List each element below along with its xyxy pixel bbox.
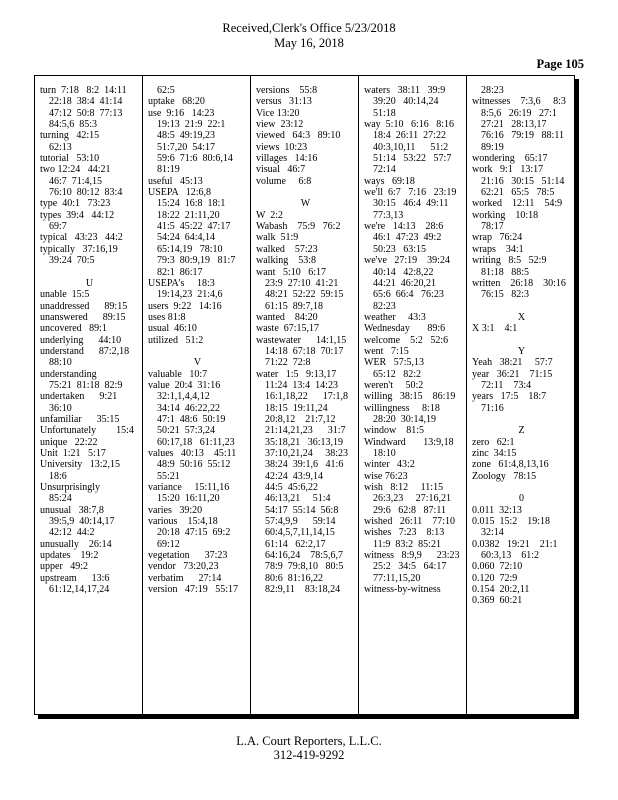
index-entry: Unfortunately 15:4: [40, 425, 134, 437]
blank-line: [472, 301, 571, 312]
index-entry: types 39:4 44:12: [40, 209, 115, 221]
index-continuation: 72:14: [373, 164, 396, 176]
index-entry: value 20:4 31:16: [148, 379, 221, 391]
index-continuation: 88:10: [49, 357, 72, 369]
index-continuation: 78:17: [481, 221, 504, 233]
index-continuation: 89:19: [481, 141, 504, 153]
index-continuation: 69:12: [157, 538, 180, 550]
index-continuation: 32:14: [481, 527, 504, 539]
hearing-date: May 16, 2018: [274, 36, 344, 50]
index-continuation: 32:1,1,4,4,12: [157, 391, 210, 403]
index-entry: visual 46:7: [256, 164, 306, 176]
index-entry: type 40:1 73:23: [40, 198, 111, 210]
index-continuation: 79:3 80:9,19 81:7: [157, 255, 236, 267]
index-entry: unusual 38:7,8: [40, 504, 104, 516]
index-entry: willingness 8:18: [364, 402, 440, 414]
index-continuation: 76:10 80:12 83:4: [49, 187, 123, 199]
index-entry: upstream 13:6: [40, 572, 110, 584]
index-entry: we've 27:19 39:24: [364, 255, 450, 267]
index-entry: views 10:23: [256, 141, 308, 153]
index-continuation: 84:5,6 85:3: [49, 119, 98, 131]
blank-line: [472, 414, 571, 425]
index-entry: Vice 13:20: [256, 107, 300, 119]
index-column-5: [472, 85, 571, 607]
index-continuation: 38:24 39:1,6 41:6: [265, 459, 344, 471]
index-continuation: 75:21 81:18 82:9: [49, 379, 123, 391]
section-letter: 0: [519, 493, 524, 505]
index-continuation: 82:1 86:17: [157, 266, 203, 278]
index-entry: updates 19:2: [40, 550, 99, 562]
index-continuation: 65:6 66:4 76:23: [373, 289, 444, 301]
index-entry: varies 39:20: [148, 504, 203, 516]
index-entry: zinc 34:15: [472, 448, 517, 459]
index-entry: typical 43:23 44:2: [40, 232, 123, 244]
index-column-1: [40, 85, 139, 595]
column-divider: [466, 76, 467, 714]
index-continuation: 39:24 70:5: [49, 255, 95, 267]
index-continuation: 57:4,9,9 59:14: [265, 516, 336, 528]
index-continuation: 72:11 73:4: [481, 379, 532, 391]
index-entry: vendor 73:20,23: [148, 561, 219, 573]
index-continuation: 20:18 47:15 69:2: [157, 527, 231, 539]
index-continuation: 65:12 82:2: [373, 368, 422, 380]
index-continuation: 54:17 55:14 56:8: [265, 504, 339, 516]
index-entry: undertaken 9:21: [40, 391, 118, 403]
index-entry: turn 7:18 8:2 14:11: [40, 85, 127, 96]
column-divider: [142, 76, 143, 714]
index-continuation: 61:12,14,17,24: [49, 584, 110, 596]
index-entry: window 81:5: [364, 425, 424, 437]
index-continuation: 18:15 19:11,24: [265, 402, 328, 414]
blank-line: [472, 482, 571, 493]
index-continuation: 51:18: [373, 107, 396, 119]
index-entry: walk 51:9: [256, 232, 299, 244]
index-entry: wraps 34:1: [472, 243, 524, 255]
index-continuation: 30:15 46:4 49:11: [373, 198, 449, 210]
blank-line: [256, 187, 355, 198]
index-continuation: 20:8,12 21:7,12: [265, 413, 336, 425]
index-entry: unusually 26:14: [40, 538, 112, 550]
index-continuation: 40:14 42:8,22: [373, 266, 434, 278]
index-continuation: 78:9 79:8,10 80:5: [265, 561, 344, 573]
index-entry: went 7:15: [364, 345, 409, 357]
blank-line: [472, 335, 571, 346]
index-continuation: 46:1 47:23 49:2: [373, 232, 442, 244]
index-entry: understand 87:2,18: [40, 345, 130, 357]
index-entry: work 9:1 13:17: [472, 164, 544, 176]
index-continuation: 14:18 67:18 70:17: [265, 345, 344, 357]
index-entry: villages 14:16: [256, 153, 318, 165]
index-continuation: 46:13,21 51:4: [265, 493, 331, 505]
section-letter: Y: [517, 345, 526, 357]
index-entry: view 23:12: [256, 119, 304, 131]
index-entry: 0.060 72:10: [472, 561, 523, 573]
index-continuation: 77:3,13: [373, 209, 404, 221]
index-entry: University 13:2,15: [40, 459, 120, 471]
index-continuation: 39:20 40:14,24: [373, 96, 439, 108]
index-continuation: 42:24 43:9,14: [265, 470, 324, 482]
index-entry: Unsurprisingly: [40, 482, 100, 494]
index-entry: way 5:10 6:16 8:16: [364, 119, 454, 131]
index-entry: W 2:2: [256, 209, 284, 221]
index-entry: witness-by-witness: [364, 584, 441, 596]
index-continuation: 18:10: [373, 448, 396, 459]
index-entry: tutorial 53:10: [40, 153, 100, 165]
index-continuation: 11:24 13:4 14:23: [265, 379, 338, 391]
index-continuation: 34:14 46:22,22: [157, 402, 221, 414]
index-entry: wish 8:12 11:15: [364, 482, 444, 494]
index-continuation: 69:7: [49, 221, 67, 233]
index-entry: unfamiliar 35:15: [40, 413, 120, 425]
index-entry: Wabash 75:9 76:2: [256, 221, 341, 233]
word-index-table: [34, 75, 575, 715]
index-entry: variance 15:11,16: [148, 482, 230, 494]
index-continuation: 71:22 72:8: [265, 357, 311, 369]
index-entry: willing 38:15 86:19: [364, 391, 456, 403]
index-entry: Yeah 38:21 57:7: [472, 357, 553, 369]
index-entry: values 40:13 45:11: [148, 448, 237, 459]
index-continuation: 61:15 89:7,18: [265, 300, 324, 312]
blank-line: [40, 267, 139, 278]
index-entry: Wednesday 89:6: [364, 323, 446, 335]
index-entry: walking 53:8: [256, 255, 316, 267]
index-column-2: [148, 85, 247, 595]
index-continuation: 80:6 81:16,22: [265, 572, 324, 584]
index-entry: 0.369 60:21: [472, 595, 523, 607]
index-continuation: 21:16 30:15 51:14: [481, 175, 565, 187]
index-continuation: 54:24 64:4,14: [157, 232, 216, 244]
index-entry: two 12:24 44:21: [40, 164, 111, 176]
index-entry: unable 15:5: [40, 289, 90, 301]
index-entry: USEPA's 18:3: [148, 277, 215, 289]
section-letter: U: [85, 277, 94, 289]
index-entry: version 47:19 55:17: [148, 584, 238, 596]
index-continuation: 82:23: [373, 300, 396, 312]
index-entry: Zoology 78:15: [472, 470, 537, 482]
index-continuation: 82:9,11 83:18,24: [265, 584, 341, 596]
section-letter: W: [300, 198, 311, 210]
index-entry: useful 45:13: [148, 175, 203, 187]
page-number: Page 105: [536, 57, 584, 71]
index-continuation: 23:9 27:10 41:21: [265, 277, 339, 289]
index-entry: worked 12:11 54:9: [472, 198, 563, 210]
index-entry: wanted 84:20: [256, 311, 318, 323]
index-entry: underlying 44:10: [40, 334, 122, 346]
index-entry: use 9:16 14:23: [148, 107, 215, 119]
reporter-phone: 312-419-9292: [273, 748, 345, 762]
index-continuation: 40:3,10,11 51:2: [373, 141, 449, 153]
index-entry: versions 55:8: [256, 85, 318, 96]
index-entry: working 10:18: [472, 209, 539, 221]
index-continuation: 27:21 28:13,17: [481, 119, 547, 131]
index-continuation: 18:6: [49, 470, 67, 482]
index-entry: 0.0382 19:21 21:1: [472, 538, 558, 550]
index-entry: witnesses 7:3,6 8:3: [472, 96, 566, 108]
index-continuation: 62:21 65:5 78:5: [481, 187, 555, 199]
section-letter: Z: [518, 425, 525, 437]
index-entry: ways 69:18: [364, 175, 415, 187]
index-entry: weren't 50:2: [364, 379, 424, 391]
index-continuation: 19:14,23 21:4,6: [157, 289, 223, 301]
index-entry: zone 61:4,8,13,16: [472, 459, 549, 471]
index-continuation: 25:2 34:5 64:17: [373, 561, 447, 573]
index-continuation: 71:16: [481, 402, 504, 414]
index-continuation: 19:13 21:9 22:1: [157, 119, 226, 131]
index-continuation: 59:6 71:6 80:6,14: [157, 153, 233, 165]
index-continuation: 8:5,6 26:19 27:1: [481, 107, 557, 119]
index-entry: typically 37:16,19: [40, 243, 118, 255]
index-continuation: 76:15 82:3: [481, 289, 530, 301]
index-entry: wondering 65:17: [472, 153, 548, 165]
index-continuation: 51:14 53:22 57:7: [373, 153, 452, 165]
index-continuation: 37:10,21,24 38:23: [265, 448, 349, 459]
index-continuation: 29:6 62:8 87:11: [373, 504, 446, 516]
index-entry: verbatim 27:14: [148, 572, 222, 584]
index-entry: Unit 1:21 5:17: [40, 448, 106, 459]
index-entry: unanswered 89:15: [40, 311, 126, 323]
index-entry: unique 22:22: [40, 436, 98, 448]
index-continuation: 65:14,19 78:10: [157, 243, 223, 255]
index-continuation: 47:12 50:8 77:13: [49, 107, 123, 119]
index-continuation: 21:14,21,23 31:7: [265, 425, 346, 437]
index-entry: we'll 6:7 7:16 23:19: [364, 187, 457, 199]
index-entry: winter 43:2: [364, 459, 415, 471]
received-stamp: Received,Clerk's Office 5/23/2018: [222, 21, 396, 35]
index-entry: upper 49:2: [40, 561, 89, 573]
index-continuation: 15:24 16:8 18:1: [157, 198, 226, 210]
index-entry: writing 8:5 52:9: [472, 255, 547, 267]
index-entry: Windward 13:9,18: [364, 436, 454, 448]
index-entry: wastewater 14:1,15: [256, 334, 347, 346]
index-continuation: 22:18 38:4 41:14: [49, 96, 123, 108]
index-continuation: 60:3,13 61:2: [481, 550, 540, 562]
index-entry: USEPA 12:6,8: [148, 187, 211, 199]
index-entry: wise 76:23: [364, 470, 408, 482]
index-continuation: 62:5: [157, 85, 175, 96]
index-entry: 0.154 20:2,11: [472, 584, 530, 596]
index-column-3: [256, 85, 355, 595]
index-continuation: 61:14 62:2,17: [265, 538, 326, 550]
index-entry: volume 6:8: [256, 175, 312, 187]
index-entry: uses 81:8: [148, 311, 186, 323]
index-continuation: 62:13: [49, 141, 72, 153]
index-entry: utilized 51:2: [148, 334, 204, 346]
index-continuation: 77:11,15,20: [373, 572, 421, 584]
index-continuation: 48:9 50:16 55:12: [157, 459, 231, 471]
section-letter: V: [193, 357, 202, 369]
index-continuation: 11:9 83:2 85:21: [373, 538, 441, 550]
index-entry: water 1:5 9:13,17: [256, 368, 337, 380]
index-continuation: 41:5 45:22 47:17: [157, 221, 231, 233]
index-entry: WER 57:5,13: [364, 357, 424, 369]
index-continuation: 50:23 63:15: [373, 243, 427, 255]
index-continuation: 46:7 71:4,15: [49, 175, 103, 187]
index-continuation: 51:7,20 54:17: [157, 141, 216, 153]
index-entry: various 15:4,18: [148, 516, 218, 528]
index-entry: year 36:21 71:15: [472, 368, 553, 380]
index-continuation: 47:1 48:6 50:19: [157, 413, 226, 425]
index-entry: want 5:10 6:17: [256, 266, 326, 278]
index-entry: valuable 10:7: [148, 368, 208, 380]
index-entry: wishes 7:23 8:13: [364, 527, 445, 539]
index-entry: versus 31:13: [256, 96, 312, 108]
index-continuation: 76:16 79:19 88:11: [481, 130, 564, 142]
index-continuation: 48:21 52:22 59:15: [265, 289, 344, 301]
blank-line: [148, 346, 247, 357]
index-entry: usual 46:10: [148, 323, 197, 335]
index-continuation: 44:21 46:20,21: [373, 277, 437, 289]
index-continuation: 60:17,18 61:11,23: [157, 436, 235, 448]
index-continuation: 16:1,18,22 17:1,8: [265, 391, 349, 403]
index-entry: users 9:22 14:16: [148, 300, 222, 312]
index-continuation: 50:21 57:3,24: [157, 425, 216, 437]
section-letter: X: [517, 311, 526, 323]
index-entry: 0.011 32:13: [472, 504, 522, 516]
index-continuation: 36:10: [49, 402, 72, 414]
index-continuation: 28:23: [481, 85, 504, 96]
index-continuation: 81:19: [157, 164, 180, 176]
index-entry: vegetation 37:23: [148, 550, 228, 562]
index-entry: years 17:5 18:7: [472, 391, 547, 403]
index-entry: X 3:1 4:1: [472, 323, 518, 335]
index-entry: wished 26:11 77:10: [364, 516, 456, 528]
index-continuation: 85:24: [49, 493, 72, 505]
index-entry: witness 8:9,9 23:23: [364, 550, 460, 562]
index-continuation: 44:5 45:6,22: [265, 482, 319, 494]
index-entry: understanding: [40, 368, 97, 380]
index-entry: waters 38:11 39:9: [364, 85, 446, 96]
index-entry: walked 57:23: [256, 243, 318, 255]
index-entry: 0.015 15:2 19:18: [472, 516, 551, 528]
index-continuation: 42:12 44:2: [49, 527, 95, 539]
index-continuation: 26:3,23 27:16,21: [373, 493, 452, 505]
index-entry: welcome 5:2 52:6: [364, 334, 449, 346]
column-divider: [250, 76, 251, 714]
index-continuation: 28:20 30:14,19: [373, 413, 437, 425]
index-entry: wrap 76:24: [472, 232, 523, 244]
index-continuation: 15:20 16:11,20: [157, 493, 220, 505]
index-continuation: 81:18 88:5: [481, 266, 530, 278]
index-entry: 0.120 72:9: [472, 572, 518, 584]
reporter-company: L.A. Court Reporters, L.L.C.: [236, 734, 382, 748]
index-entry: zero 62:1: [472, 436, 515, 448]
index-column-4: [364, 85, 463, 595]
index-continuation: 64:16,24 78:5,6,7: [265, 550, 344, 562]
index-entry: written 26:18 30:16: [472, 277, 566, 289]
index-entry: turning 42:15: [40, 130, 100, 142]
column-divider: [358, 76, 359, 714]
index-entry: we're 14:13 28:6: [364, 221, 444, 233]
index-continuation: 39:5,9 40:14,17: [49, 516, 115, 528]
index-entry: weather 43:3: [364, 311, 426, 323]
index-continuation: 60:4,5,7,11,14,15: [265, 527, 335, 539]
index-continuation: 55:21: [157, 470, 180, 482]
index-entry: uncovered 89:1: [40, 323, 107, 335]
index-entry: waste 67:15,17: [256, 323, 320, 335]
index-continuation: 35:18,21 36:13,19: [265, 436, 344, 448]
index-continuation: 18:22 21:11,20: [157, 209, 220, 221]
index-entry: viewed 64:3 89:10: [256, 130, 341, 142]
index-continuation: 48:5 49:19,23: [157, 130, 216, 142]
index-entry: unaddressed 89:15: [40, 300, 128, 312]
index-continuation: 18:4 26:11 27:22: [373, 130, 446, 142]
index-entry: uptake 68:20: [148, 96, 205, 108]
